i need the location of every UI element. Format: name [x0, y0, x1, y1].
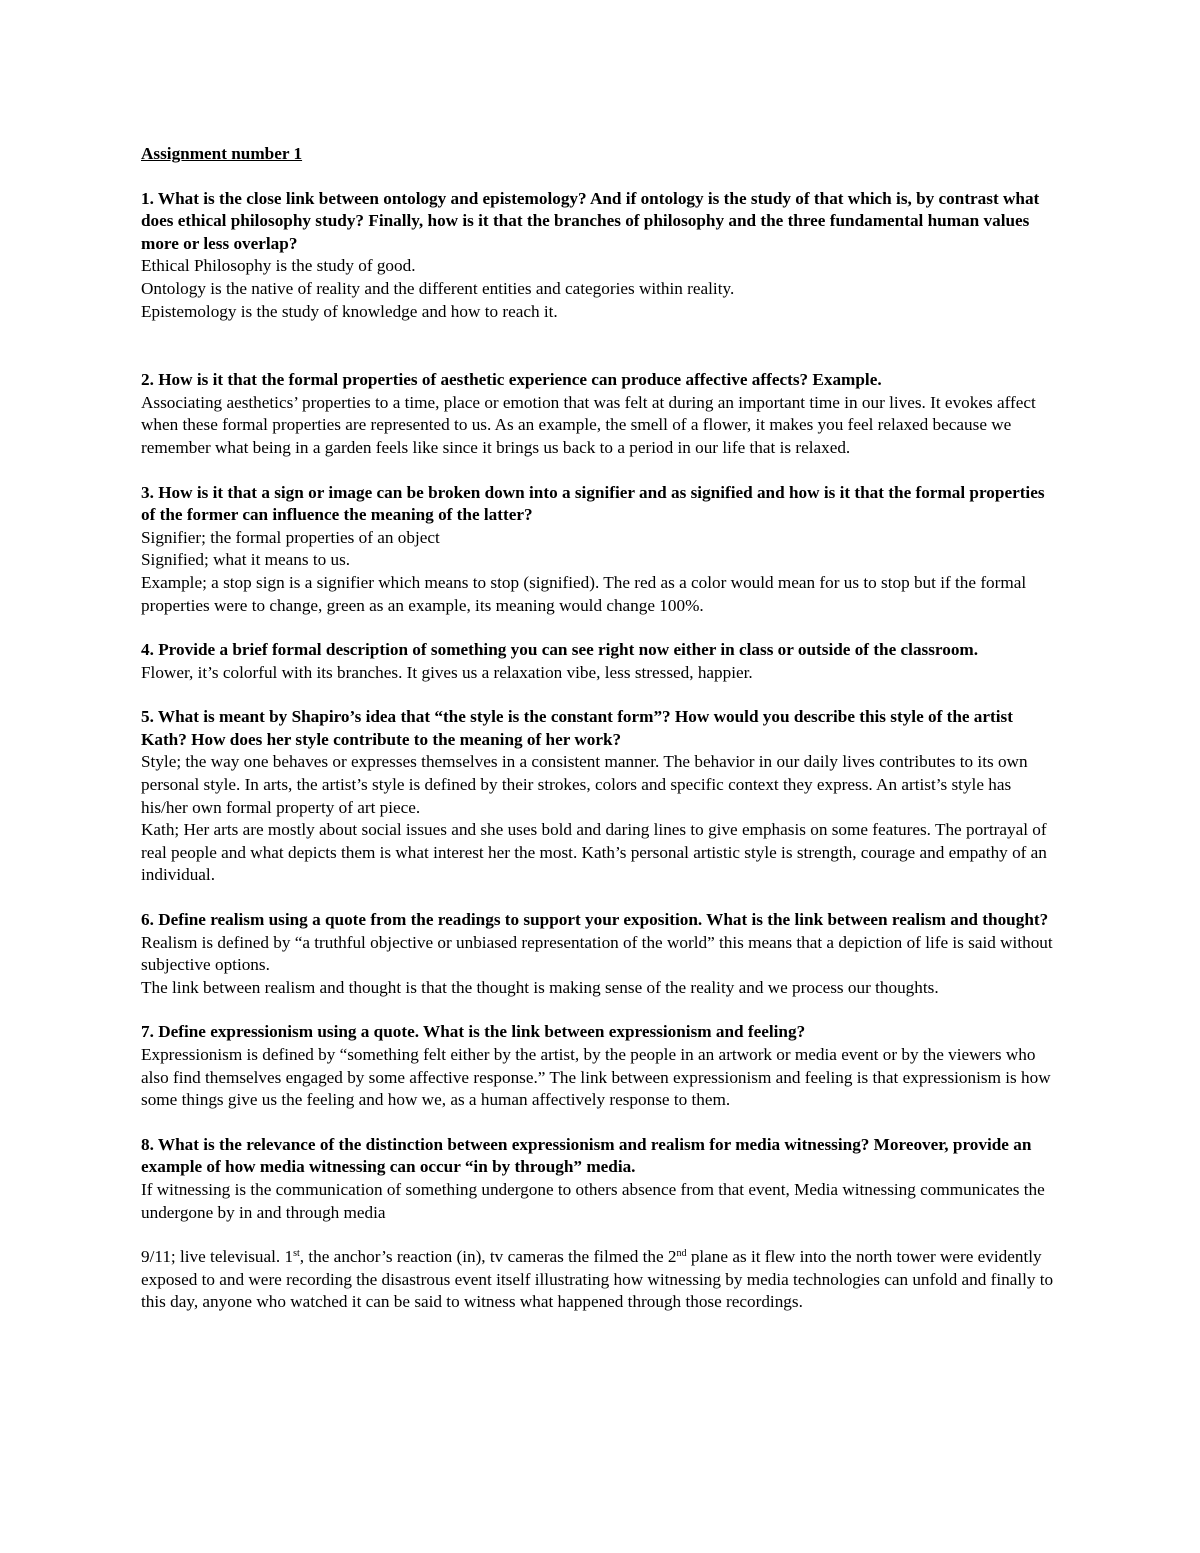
answer-3-line-1: Signifier; the formal properties of an object	[141, 527, 440, 547]
section-3	[141, 482, 1061, 618]
question-6: 6. Define realism using a quote from the readings to support your exposition. What is the link between realism and thought?	[141, 910, 1049, 930]
answer-3-line-3: Example; a stop sign is a signifier which means to stop (signified). The red as a color would mean for us to stop but if the formal properties were to change, green as an example, its meaning would change 100%.	[141, 572, 1027, 615]
answer-6-line-2: The link between realism and thought is that the thought is making sense of the reality and we process our thoughts.	[141, 977, 939, 997]
spacer	[141, 887, 1061, 909]
question-2: 2. How is it that the formal properties of aesthetic experience can produce affective affects? Example.	[141, 370, 882, 390]
final-paragraph-part-1: 9/11; live televisual. 1	[141, 1247, 294, 1267]
document-title: Assignment number 1	[141, 144, 303, 163]
section-2	[141, 369, 1061, 459]
section-1	[141, 188, 1061, 324]
answer-1-line-1: Ethical Philosophy is the study of good.	[141, 256, 416, 276]
answer-1-line-3: Epistemology is the study of knowledge and how to reach it.	[141, 301, 558, 321]
spacer	[141, 1112, 1061, 1134]
section-6	[141, 909, 1061, 999]
question-4: 4. Provide a brief formal description of something you can see right now either in class or outside of the classroom.	[141, 640, 979, 660]
answer-8: If witnessing is the communication of something undergone to others absence from that event, Media witnessing communicates the undergone by in and through media	[141, 1179, 1045, 1222]
section-4	[141, 639, 1061, 684]
ordinal-suffix-2: nd	[676, 1248, 687, 1260]
final-paragraph	[141, 1246, 1061, 1314]
spacer	[141, 684, 1061, 706]
spacer	[141, 1224, 1061, 1246]
spacer	[141, 323, 1061, 369]
section-5	[141, 706, 1061, 887]
question-5: 5. What is meant by Shapiro’s idea that “the style is the constant form”? How would you describe this style of the artist Kath? How does her style contribute to the meaning of her work?	[141, 707, 1013, 749]
document-page	[141, 143, 1061, 1314]
section-7	[141, 1021, 1061, 1111]
question-3: 3. How is it that a sign or image can be broken down into a signifier and as signified and how is it that the formal properties of the former can influence the meaning of the latter?	[141, 482, 1045, 525]
answer-6-line-1: Realism is defined by “a truthful objective or unbiased representation of the world” this means that a depiction of life is said without subjective options.	[141, 932, 1053, 975]
answer-5-line-1: Style; the way one behaves or expresses themselves in a consistent manner. The behavior in our daily lives contributes to its own personal style. In arts, the artist’s style is defined by their strokes, colors and specific context they express. An artist’s style has his/her own formal property of art piece.	[141, 752, 1028, 817]
ordinal-suffix-1: st	[293, 1248, 300, 1260]
answer-1-line-2: Ontology is the native of reality and the different entities and categories within reality.	[141, 278, 735, 298]
spacer	[141, 460, 1061, 482]
answer-4: Flower, it’s colorful with its branches. It gives us a relaxation vibe, less stressed, happier.	[141, 662, 753, 682]
answer-2: Associating aesthetics’ properties to a time, place or emotion that was felt at during an important time in our lives. It evokes affect when these formal properties are represented to us. As an example, the smell of a flower, it makes you feel relaxed because we remember what being in a garden feels like since it brings us back to a period in our life that is relaxed.	[141, 392, 1036, 457]
question-7: 7. Define expressionism using a quote. What is the link between expressionism and feeling?	[141, 1022, 806, 1042]
final-paragraph-part-3: plane as it flew into the north tower were evidently exposed to and were recording the disastrous event itself illustrating how witnessing by media technologies can unfold and finally to this day, anyone who watched it can be said to witness what happened through those recordings.	[141, 1247, 1054, 1312]
question-8: 8. What is the relevance of the distinction between expressionism and realism for media witnessing? Moreover, provide an example of how media witnessing can occur “in by through” media.	[141, 1134, 1032, 1177]
section-8	[141, 1134, 1061, 1224]
spacer	[141, 999, 1061, 1021]
question-1: 1. What is the close link between ontology and epistemology? And if ontology is the study of that which is, by contrast what does ethical philosophy study? Finally, how is it that the branches of philosophy and the three fundamental human values more or less overlap?	[141, 188, 1040, 253]
answer-7: Expressionism is defined by “something felt either by the artist, by the people in an artwork or media event or by the viewers who also find themselves engaged by some affective response.” The link between expressionism and feeling is that expressionism is how some things give us the feeling and how we, as a human affectively response to them.	[141, 1045, 1051, 1110]
answer-3-line-2: Signified; what it means to us.	[141, 550, 351, 570]
final-paragraph-part-2: , the anchor’s reaction (in), tv cameras the filmed the 2	[299, 1247, 677, 1267]
answer-5-line-2: Kath; Her arts are mostly about social issues and she uses bold and daring lines to give emphasis on some features. The portrayal of real people and what depicts them is what interest her the most. Kath’s personal artistic style is strength, courage and empathy of an individual.	[141, 820, 1047, 885]
spacer	[141, 617, 1061, 639]
